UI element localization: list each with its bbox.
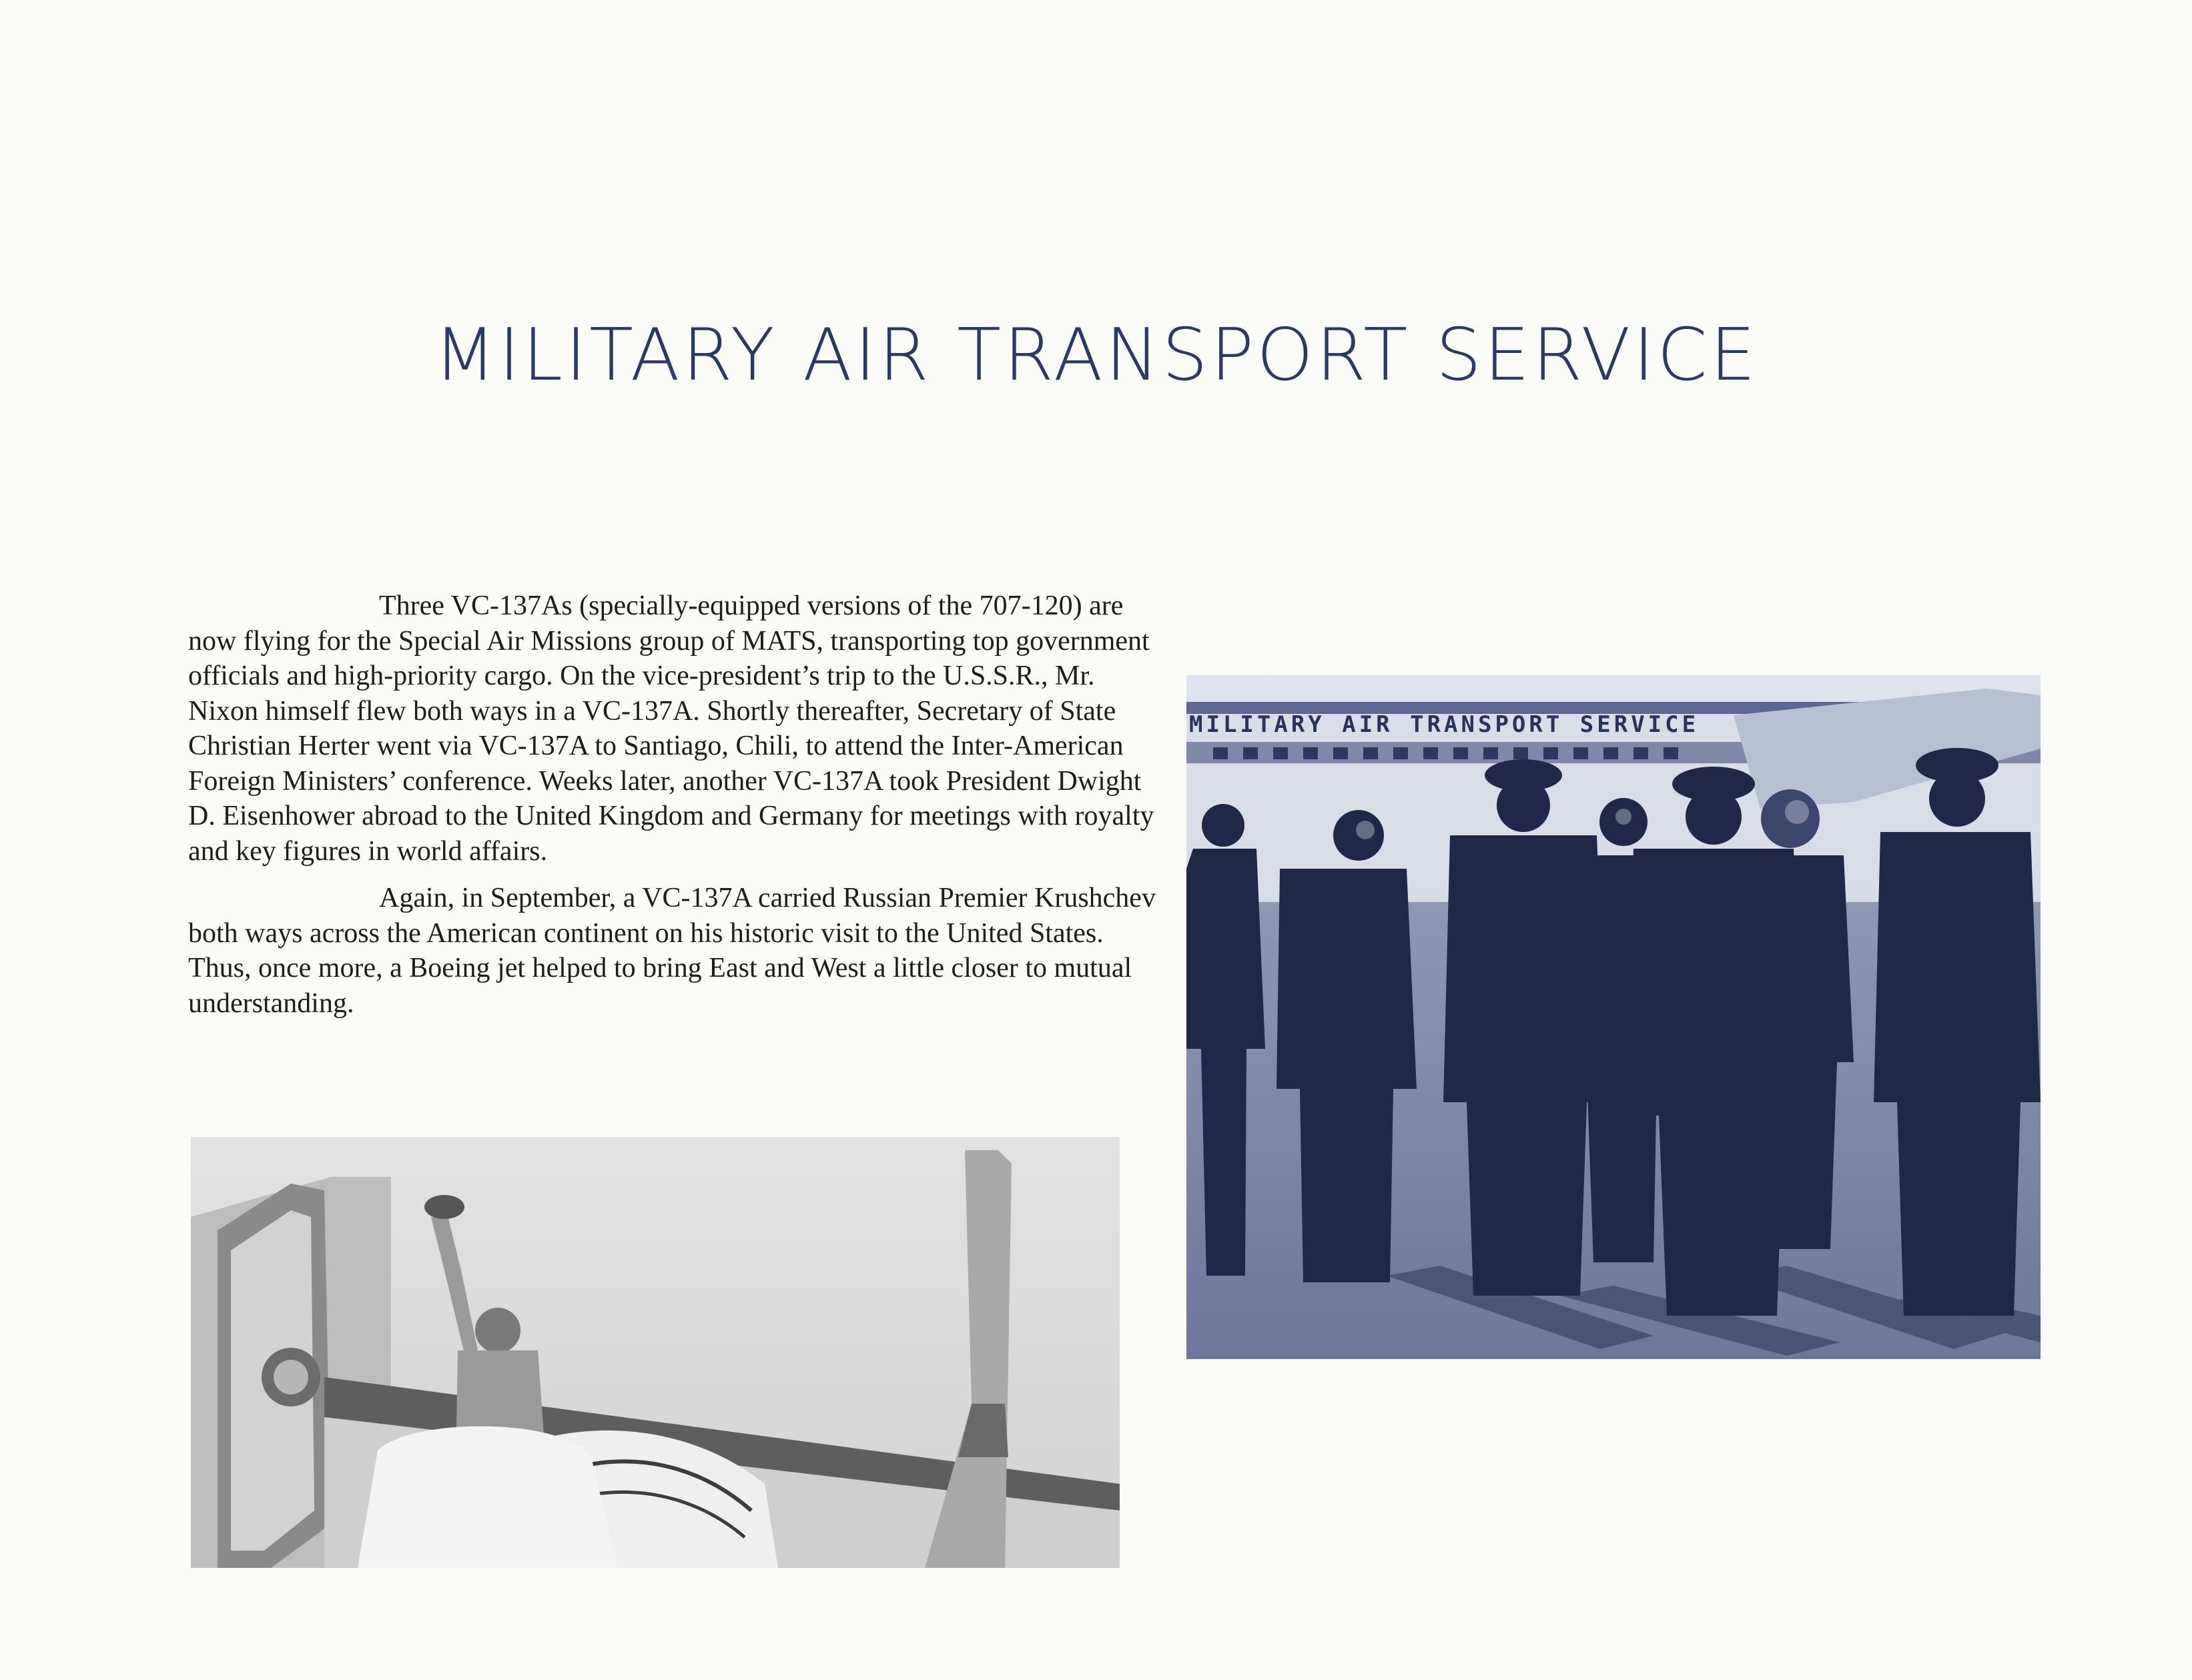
body-text bbox=[188, 588, 1169, 1033]
photo-waving-illustration bbox=[191, 1137, 1120, 1568]
paragraph-2: Again, in September, a VC-137A carried Russian Premier Krushchev both ways across the American continent on his historic visit to the United States. Thus, once more, a Boeing jet helped to bring East and West a little closer to mutual understanding. bbox=[188, 883, 1156, 1019]
photo-waving-from-aircraft bbox=[191, 1137, 1120, 1568]
paragraph-1: Three VC-137As (specially-equipped versions of the 707-120) are now flying for the Special Air Missions group of MATS, transporting top government officials and high-priority cargo. On the vice-president’s trip to the U.S.S.R., Mr. Nixon himself flew both ways in a VC-137A. Shortly thereafter, Secretary of State Christian Herter went via VC-137A to Santiago, Chili, to attend the Inter-American Foreign Ministers’ conference. Weeks later, another VC-137A took President Dwight D. Eisenhower abroad to the United Kingdom and Germany for meetings with royalty and key figures in world affairs. bbox=[188, 590, 1154, 867]
photo-officials-illustration bbox=[1186, 675, 2041, 1359]
fuselage-lettering-right: MILITARY AIR TRANSPORT SERVICE bbox=[1189, 711, 1700, 738]
page-title: MILITARY AIR TRANSPORT SERVICE bbox=[434, 314, 1758, 397]
photo-officials-on-tarmac bbox=[1186, 675, 2041, 1359]
